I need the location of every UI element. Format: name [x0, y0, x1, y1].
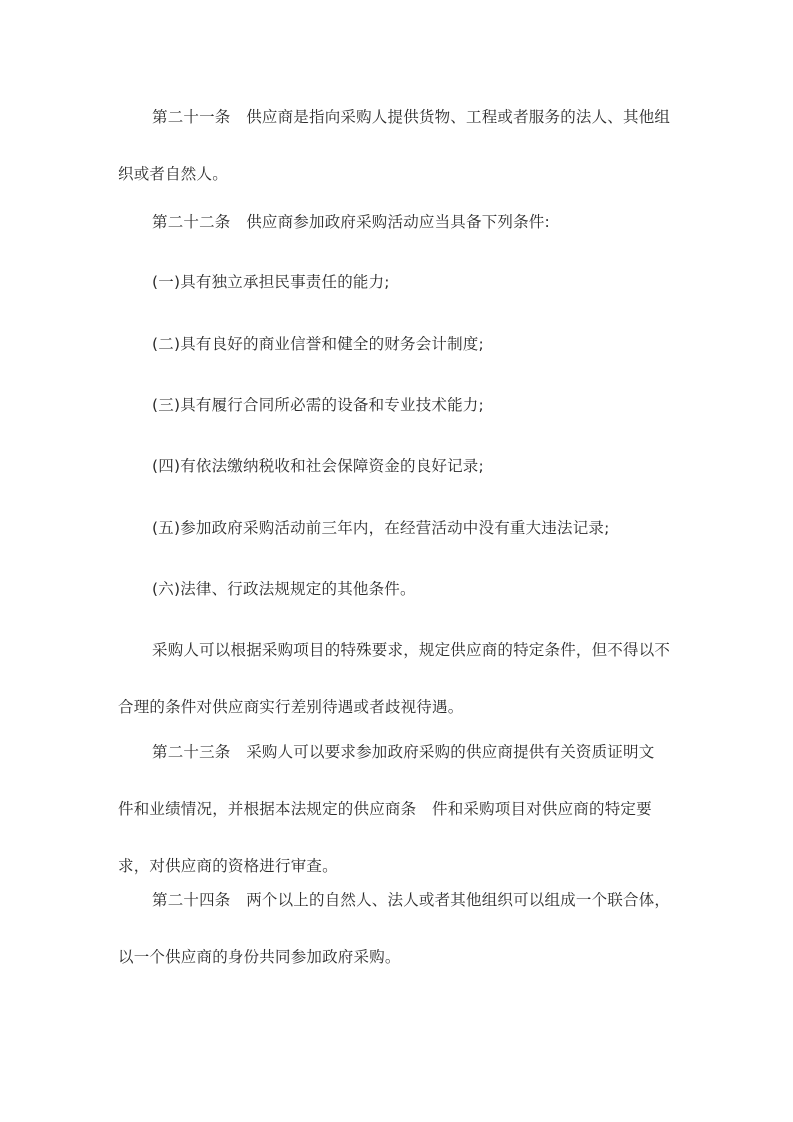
article-22-item-2: [118, 316, 676, 373]
article-22-note-line-2: 合理的条件对供应商实行差别待遇或者歧视待遇。: [118, 698, 464, 716]
list-item: (五)参加政府采购活动前三年内，在经营活动中没有重大违法记录;: [152, 519, 610, 537]
list-item: (四)有依法缴纳税收和社会保障资金的良好记录;: [152, 457, 484, 475]
article-23-line-3: 求，对供应商的资格进行审查。: [118, 857, 338, 875]
article-22-note-line-1: 采购人可以根据采购项目的特殊要求，规定供应商的特定条件，但不得以不: [152, 641, 671, 659]
list-item: (二)具有良好的商业信誉和健全的财务会计制度;: [152, 335, 484, 353]
article-22-note: [118, 622, 676, 736]
article-21-line-1: 第二十一条 供应商是指向采购人提供货物、工程或者服务的法人、其他组: [152, 108, 671, 126]
list-item: (一)具有独立承担民事责任的能力;: [152, 273, 390, 291]
article-21: [118, 89, 676, 203]
article-23-line-2: 件和业绩情况，并根据本法规定的供应商条 件和采购项目对供应商的特定要: [118, 800, 652, 818]
article-22-item-6: [118, 561, 676, 618]
article-22-heading: [118, 194, 676, 251]
article-22-heading-text: 第二十二条 供应商参加政府采购活动应当具备下列条件:: [152, 213, 550, 231]
article-22-item-1: [118, 254, 676, 311]
article-24-line-1: 第二十四条 两个以上的自然人、法人或者其他组织可以组成一个联合体，: [152, 891, 671, 909]
article-24: [118, 872, 676, 986]
article-21-line-2: 织或者自然人。: [118, 165, 228, 183]
article-23-line-1: 第二十三条 采购人可以要求参加政府采购的供应商提供有关资质证明文: [152, 743, 655, 761]
article-22-item-3: [118, 377, 676, 434]
list-item: (六)法律、行政法规规定的其他条件。: [152, 580, 416, 598]
list-item: (三)具有履行合同所必需的设备和专业技术能力;: [152, 396, 484, 414]
article-22-item-5: [118, 500, 676, 557]
article-24-line-2: 以一个供应商的身份共同参加政府采购。: [118, 948, 401, 966]
article-23: [118, 724, 676, 895]
article-22-item-4: [118, 438, 676, 495]
